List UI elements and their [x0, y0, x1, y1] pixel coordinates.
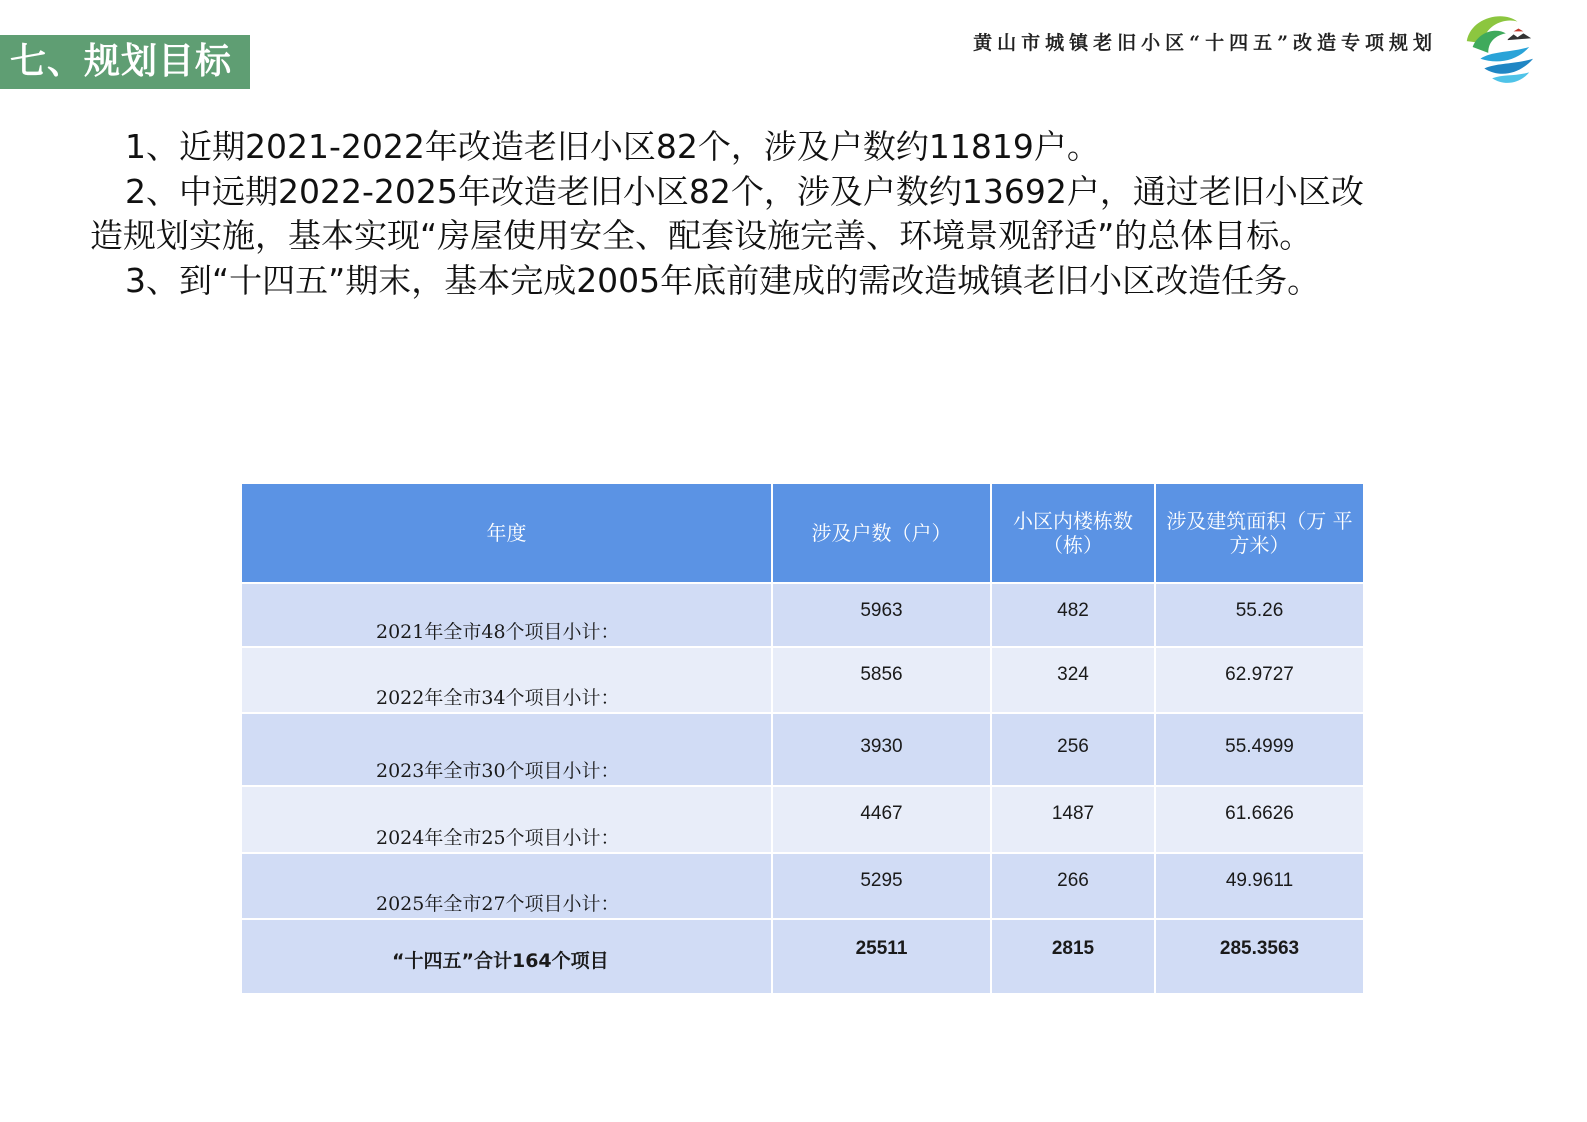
- row-buildings: 256: [991, 713, 1155, 786]
- renovation-summary-table: [240, 482, 1365, 995]
- goal-paragraph-2: 2、中远期2022-2025年改造老旧小区82个，涉及户数约13692户，通过老旧小区改造规划实施，基本实现“房屋使用安全、配套设施完善、环境景观舒适”的总体目标。: [90, 171, 1364, 255]
- goal-paragraph-3: 3、到“十四五”期末，基本完成2005年底前建成的需改造城镇老旧小区改造任务。: [125, 260, 1321, 300]
- row-year-label: 2024年全市25个项目小计：: [241, 786, 772, 853]
- header-households: 涉及户数（户）: [772, 483, 991, 583]
- total-buildings: 2815: [991, 919, 1155, 994]
- table-row: [241, 713, 1364, 786]
- row-households: 5295: [772, 853, 991, 919]
- row-households: 5856: [772, 647, 991, 713]
- section-title-badge: [0, 35, 250, 89]
- header-year: 年度: [241, 483, 772, 583]
- row-floor-area: 55.4999: [1155, 713, 1364, 786]
- table-total-row: [241, 919, 1364, 994]
- row-year-label: 2022年全市34个项目小计：: [241, 647, 772, 713]
- table-row: [241, 853, 1364, 919]
- row-floor-area: 62.9727: [1155, 647, 1364, 713]
- planning-goals-text: [90, 125, 1390, 303]
- row-households: 5963: [772, 583, 991, 647]
- header-floor-area: 涉及建筑面积（万 平方米）: [1155, 483, 1364, 583]
- total-floor-area: 285.3563: [1155, 919, 1364, 994]
- row-buildings: 324: [991, 647, 1155, 713]
- row-households: 3930: [772, 713, 991, 786]
- row-buildings: 482: [991, 583, 1155, 647]
- table-row: [241, 786, 1364, 853]
- row-year-label: 2023年全市30个项目小计：: [241, 713, 772, 786]
- table-row: [241, 583, 1364, 647]
- document-header-title: 黄山市城镇老旧小区“十四五”改造专项规划: [973, 32, 1437, 54]
- row-year-label: 2025年全市27个项目小计：: [241, 853, 772, 919]
- huangshan-mountain-wave-logo-icon: [1459, 8, 1537, 86]
- row-year-label: 2021年全市48个项目小计：: [241, 583, 772, 647]
- row-buildings: 1487: [991, 786, 1155, 853]
- row-floor-area: 49.9611: [1155, 853, 1364, 919]
- goal-paragraph-1: 1、近期2021-2022年改造老旧小区82个，涉及户数约11819户。: [125, 127, 1100, 166]
- row-buildings: 266: [991, 853, 1155, 919]
- row-floor-area: 61.6626: [1155, 786, 1364, 853]
- total-households: 25511: [772, 919, 991, 994]
- total-label: “十四五”合计164个项目: [241, 919, 772, 994]
- row-floor-area: 55.26: [1155, 583, 1364, 647]
- table-row: [241, 647, 1364, 713]
- row-households: 4467: [772, 786, 991, 853]
- header-buildings: 小区内楼栋数（栋）: [991, 483, 1155, 583]
- section-title: 七、规划目标: [10, 41, 233, 82]
- table-header-row: [241, 483, 1364, 583]
